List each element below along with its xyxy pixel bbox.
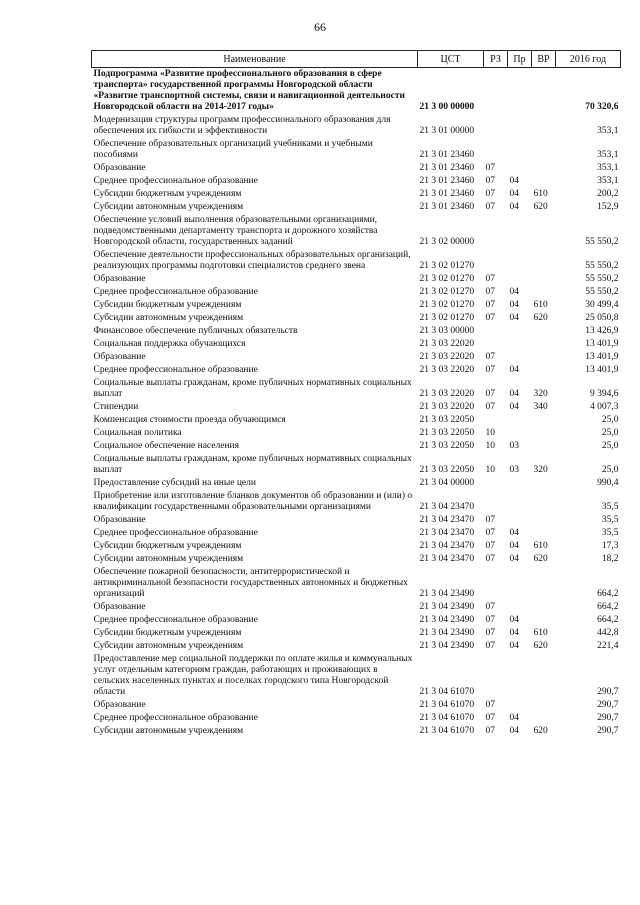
row-rz: 07 bbox=[485, 274, 495, 284]
row-name: Субсидии автономным учреждениям bbox=[93, 726, 244, 736]
row-vr: 620 bbox=[533, 641, 548, 651]
row-pr bbox=[508, 325, 532, 338]
row-cst: 21 3 04 23470 bbox=[419, 515, 475, 525]
row-name: Субсидии автономным учреждениям bbox=[93, 313, 244, 323]
row-cst: 21 3 04 23490 bbox=[419, 589, 475, 599]
row-sum: 25,0 bbox=[601, 441, 619, 451]
row-rz: 07 bbox=[485, 402, 495, 412]
row-cst: 21 3 03 22020 bbox=[419, 365, 475, 375]
header-pr: Пр bbox=[508, 51, 532, 68]
row-cst: 21 3 00 00000 bbox=[419, 102, 475, 112]
row-name: Среднее профессиональное образование bbox=[93, 176, 258, 186]
row-name: Субсидии бюджетным учреждениям bbox=[93, 189, 242, 199]
row-name: Обеспечение пожарной безопасности, антитеррористической и антикриминальной безопасности государственных автономных и бюджетных организаций bbox=[93, 567, 408, 599]
row-name: Образование bbox=[93, 700, 146, 710]
row-pr: 04 bbox=[509, 300, 519, 310]
row-rz bbox=[484, 477, 508, 490]
row-vr: 340 bbox=[533, 402, 548, 412]
row-pr bbox=[508, 338, 532, 351]
row-vr bbox=[532, 514, 556, 527]
table-row bbox=[92, 440, 621, 453]
table-row bbox=[92, 477, 621, 490]
row-vr bbox=[532, 114, 556, 138]
row-sum: 35,5 bbox=[601, 515, 619, 525]
row-sum: 200,2 bbox=[597, 189, 619, 199]
row-name: Образование bbox=[93, 602, 146, 612]
row-rz: 07 bbox=[485, 713, 495, 723]
row-rz bbox=[484, 414, 508, 427]
row-pr bbox=[508, 414, 532, 427]
budget-table bbox=[91, 50, 621, 738]
row-sum: 70 320,6 bbox=[585, 102, 619, 112]
page-number: 66 bbox=[314, 20, 326, 34]
row-cst: 21 3 04 61070 bbox=[419, 687, 475, 697]
row-cst: 21 3 03 22020 bbox=[419, 389, 475, 399]
row-name: Модернизация структуры программ профессионального образования для обеспечения их гибкости и эффективности bbox=[93, 115, 391, 136]
table-row bbox=[92, 601, 621, 614]
row-cst: 21 3 02 01270 bbox=[419, 313, 475, 323]
table-row bbox=[92, 188, 621, 201]
row-sum: 290,7 bbox=[597, 700, 619, 710]
row-name: Обеспечение деятельности профессиональных образовательных организаций, реализующих программы подготовки специалистов среднего звена bbox=[93, 250, 411, 271]
row-name: Предоставление субсидий на иные цели bbox=[93, 478, 256, 488]
row-vr: 620 bbox=[533, 202, 548, 212]
row-pr: 04 bbox=[509, 402, 519, 412]
row-name: Образование bbox=[93, 274, 146, 284]
table-row bbox=[92, 299, 621, 312]
row-pr bbox=[508, 351, 532, 364]
row-rz: 07 bbox=[485, 726, 495, 736]
row-rz bbox=[484, 490, 508, 514]
row-name: Субсидии бюджетным учреждениям bbox=[93, 300, 242, 310]
table-row bbox=[92, 114, 621, 138]
row-sum: 18,2 bbox=[601, 554, 619, 564]
row-cst: 21 3 01 23460 bbox=[419, 189, 475, 199]
row-pr bbox=[508, 273, 532, 286]
row-name: Образование bbox=[93, 515, 146, 525]
row-vr bbox=[532, 527, 556, 540]
row-pr bbox=[508, 566, 532, 601]
table-row bbox=[92, 699, 621, 712]
row-name: Подпрограмма «Развитие профессионального образования в сфере транспорта» государственной программы Новгородской области «Развитие транспортной системы, связи и навигационной деятельности Новгородской области на 2014-2017 годы» bbox=[93, 69, 406, 112]
row-pr bbox=[508, 214, 532, 249]
row-name: Социальная политика bbox=[93, 428, 182, 438]
row-cst: 21 3 04 23470 bbox=[419, 554, 475, 564]
row-name: Социальные выплаты гражданам, кроме публичных нормативных социальных выплат bbox=[93, 454, 412, 475]
row-name: Субсидии бюджетным учреждениям bbox=[93, 541, 242, 551]
row-sum: 35,5 bbox=[601, 528, 619, 538]
row-vr bbox=[532, 712, 556, 725]
row-rz: 07 bbox=[485, 352, 495, 362]
row-name: Субсидии автономным учреждениям bbox=[93, 641, 244, 651]
row-sum: 664,2 bbox=[597, 615, 619, 625]
row-vr bbox=[532, 286, 556, 299]
row-pr: 04 bbox=[509, 615, 519, 625]
row-rz bbox=[484, 114, 508, 138]
header-year: 2016 год bbox=[556, 51, 621, 68]
row-cst: 21 3 04 23470 bbox=[419, 502, 475, 512]
row-sum: 9 394,6 bbox=[590, 389, 619, 399]
row-rz: 07 bbox=[485, 313, 495, 323]
row-vr bbox=[532, 566, 556, 601]
row-rz: 07 bbox=[485, 163, 495, 173]
table-row bbox=[92, 553, 621, 566]
table-row bbox=[92, 162, 621, 175]
row-cst: 21 3 03 22020 bbox=[419, 339, 475, 349]
header-name: Наименование bbox=[92, 51, 418, 68]
row-cst: 21 3 02 01270 bbox=[419, 261, 475, 271]
row-sum: 442,8 bbox=[597, 628, 619, 638]
row-sum: 25,0 bbox=[601, 428, 619, 438]
header-vr: ВР bbox=[532, 51, 556, 68]
table-row bbox=[92, 514, 621, 527]
row-sum: 664,2 bbox=[597, 589, 619, 599]
row-vr bbox=[532, 162, 556, 175]
row-pr: 04 bbox=[509, 528, 519, 538]
row-pr: 04 bbox=[509, 389, 519, 399]
row-pr bbox=[508, 68, 532, 115]
row-cst: 21 3 03 22050 bbox=[419, 465, 475, 475]
table-row bbox=[92, 338, 621, 351]
row-pr: 04 bbox=[509, 202, 519, 212]
row-vr bbox=[532, 364, 556, 377]
row-name: Образование bbox=[93, 352, 146, 362]
row-vr: 320 bbox=[533, 465, 548, 475]
row-sum: 30 499,4 bbox=[585, 300, 619, 310]
row-name: Среднее профессиональное образование bbox=[93, 713, 258, 723]
row-pr bbox=[508, 514, 532, 527]
row-sum: 990,4 bbox=[597, 478, 619, 488]
row-cst: 21 3 03 22020 bbox=[419, 402, 475, 412]
row-rz: 07 bbox=[485, 176, 495, 186]
header-rz: РЗ bbox=[484, 51, 508, 68]
row-vr bbox=[532, 138, 556, 162]
row-name: Субсидии автономным учреждениям bbox=[93, 554, 244, 564]
table-row bbox=[92, 401, 621, 414]
row-rz: 07 bbox=[485, 389, 495, 399]
row-sum: 290,7 bbox=[597, 687, 619, 697]
table-row bbox=[92, 414, 621, 427]
row-cst: 21 3 04 00000 bbox=[419, 478, 475, 488]
table-row bbox=[92, 377, 621, 401]
row-vr: 610 bbox=[533, 628, 548, 638]
table-row bbox=[92, 427, 621, 440]
row-rz: 07 bbox=[485, 287, 495, 297]
row-pr: 04 bbox=[509, 554, 519, 564]
row-name: Обеспечение образовательных организаций учебниками и учебными пособиями bbox=[93, 139, 373, 160]
row-sum: 55 550,2 bbox=[585, 261, 619, 271]
row-sum: 17,3 bbox=[601, 541, 619, 551]
table-row bbox=[92, 614, 621, 627]
row-vr bbox=[532, 214, 556, 249]
table-row bbox=[92, 490, 621, 514]
row-vr bbox=[532, 477, 556, 490]
row-vr: 610 bbox=[533, 189, 548, 199]
row-pr: 04 bbox=[509, 641, 519, 651]
row-pr: 03 bbox=[509, 465, 519, 475]
row-vr: 620 bbox=[533, 313, 548, 323]
row-rz: 07 bbox=[485, 528, 495, 538]
row-name: Субсидии автономным учреждениям bbox=[93, 202, 244, 212]
row-rz bbox=[484, 138, 508, 162]
row-rz bbox=[484, 653, 508, 699]
table-row bbox=[92, 325, 621, 338]
row-sum: 290,7 bbox=[597, 713, 619, 723]
row-rz bbox=[484, 68, 508, 115]
row-vr bbox=[532, 699, 556, 712]
row-pr bbox=[508, 162, 532, 175]
row-rz: 07 bbox=[485, 641, 495, 651]
row-vr bbox=[532, 338, 556, 351]
row-vr bbox=[532, 490, 556, 514]
row-vr: 620 bbox=[533, 554, 548, 564]
row-cst: 21 3 04 23490 bbox=[419, 628, 475, 638]
table-row bbox=[92, 214, 621, 249]
row-sum: 353,1 bbox=[597, 150, 619, 160]
row-name: Среднее профессиональное образование bbox=[93, 615, 258, 625]
row-cst: 21 3 04 23470 bbox=[419, 541, 475, 551]
row-vr bbox=[532, 175, 556, 188]
row-pr: 03 bbox=[509, 441, 519, 451]
row-vr bbox=[532, 614, 556, 627]
row-sum: 25,0 bbox=[601, 465, 619, 475]
row-sum: 13 426,9 bbox=[585, 326, 619, 336]
row-rz bbox=[484, 338, 508, 351]
row-sum: 353,1 bbox=[597, 163, 619, 173]
row-sum: 25 050,8 bbox=[585, 313, 619, 323]
table-row bbox=[92, 175, 621, 188]
table-row bbox=[92, 653, 621, 699]
row-pr: 04 bbox=[509, 726, 519, 736]
row-pr bbox=[508, 249, 532, 273]
row-sum: 55 550,2 bbox=[585, 287, 619, 297]
row-sum: 353,1 bbox=[597, 176, 619, 186]
table-row bbox=[92, 627, 621, 640]
row-vr: 610 bbox=[533, 541, 548, 551]
row-cst: 21 3 01 00000 bbox=[419, 126, 475, 136]
row-rz bbox=[484, 566, 508, 601]
table-row bbox=[92, 527, 621, 540]
row-rz bbox=[484, 214, 508, 249]
row-sum: 25,0 bbox=[601, 415, 619, 425]
row-vr: 610 bbox=[533, 300, 548, 310]
table-row bbox=[92, 725, 621, 738]
table-body bbox=[92, 68, 621, 739]
row-rz: 07 bbox=[485, 615, 495, 625]
row-sum: 13 401,9 bbox=[585, 339, 619, 349]
row-pr: 04 bbox=[509, 541, 519, 551]
row-pr bbox=[508, 699, 532, 712]
row-cst: 21 3 03 22050 bbox=[419, 441, 475, 451]
table-row bbox=[92, 453, 621, 477]
row-rz: 07 bbox=[485, 189, 495, 199]
row-pr: 04 bbox=[509, 176, 519, 186]
row-name: Обеспечение условий выполнения образовательными организациями, подведомственными департаменту транспорта и дорожного хозяйства Новгородской области, государственных заданий bbox=[93, 215, 378, 247]
row-vr bbox=[532, 440, 556, 453]
table-header-row bbox=[92, 51, 621, 68]
row-rz: 10 bbox=[485, 441, 495, 451]
row-sum: 55 550,2 bbox=[585, 274, 619, 284]
row-pr: 04 bbox=[509, 365, 519, 375]
row-sum: 13 401,9 bbox=[585, 352, 619, 362]
row-pr bbox=[508, 114, 532, 138]
row-sum: 664,2 bbox=[597, 602, 619, 612]
row-pr: 04 bbox=[509, 189, 519, 199]
row-pr bbox=[508, 653, 532, 699]
row-rz: 10 bbox=[485, 465, 495, 475]
table-row bbox=[92, 286, 621, 299]
row-rz: 07 bbox=[485, 628, 495, 638]
table-row bbox=[92, 566, 621, 601]
row-vr: 620 bbox=[533, 726, 548, 736]
row-sum: 35,5 bbox=[601, 502, 619, 512]
table-row bbox=[92, 249, 621, 273]
header-cst: ЦСТ bbox=[418, 51, 484, 68]
table-row bbox=[92, 201, 621, 214]
row-sum: 55 550,2 bbox=[585, 237, 619, 247]
row-sum: 152,9 bbox=[597, 202, 619, 212]
table-row bbox=[92, 138, 621, 162]
row-sum: 4 007,3 bbox=[590, 402, 619, 412]
row-rz: 07 bbox=[485, 365, 495, 375]
row-vr: 320 bbox=[533, 389, 548, 399]
row-cst: 21 3 04 61070 bbox=[419, 700, 475, 710]
row-name: Среднее профессиональное образование bbox=[93, 365, 258, 375]
row-vr bbox=[532, 427, 556, 440]
row-cst: 21 3 03 00000 bbox=[419, 326, 475, 336]
table-row bbox=[92, 364, 621, 377]
row-name: Социальное обеспечение населения bbox=[93, 441, 239, 451]
row-name: Социальные выплаты гражданам, кроме публичных нормативных социальных выплат bbox=[93, 378, 412, 399]
row-cst: 21 3 03 22050 bbox=[419, 415, 475, 425]
row-cst: 21 3 03 22050 bbox=[419, 428, 475, 438]
row-rz: 10 bbox=[485, 428, 495, 438]
row-cst: 21 3 01 23460 bbox=[419, 163, 475, 173]
row-vr bbox=[532, 653, 556, 699]
row-cst: 21 3 02 01270 bbox=[419, 287, 475, 297]
row-pr: 04 bbox=[509, 313, 519, 323]
row-name: Среднее профессиональное образование bbox=[93, 287, 258, 297]
table-row bbox=[92, 712, 621, 725]
row-name: Образование bbox=[93, 163, 146, 173]
row-cst: 21 3 04 23470 bbox=[419, 528, 475, 538]
row-cst: 21 3 01 23460 bbox=[419, 150, 475, 160]
table-row bbox=[92, 640, 621, 653]
row-cst: 21 3 04 61070 bbox=[419, 713, 475, 723]
row-pr: 04 bbox=[509, 628, 519, 638]
row-pr: 04 bbox=[509, 287, 519, 297]
row-cst: 21 3 02 01270 bbox=[419, 274, 475, 284]
row-vr bbox=[532, 249, 556, 273]
row-name: Стипендии bbox=[93, 402, 139, 412]
row-vr bbox=[532, 273, 556, 286]
row-rz: 07 bbox=[485, 202, 495, 212]
row-rz: 07 bbox=[485, 300, 495, 310]
row-sum: 13 401,9 bbox=[585, 365, 619, 375]
table-row bbox=[92, 540, 621, 553]
row-rz: 07 bbox=[485, 700, 495, 710]
row-cst: 21 3 01 23460 bbox=[419, 176, 475, 186]
row-name: Приобретение или изготовление бланков документов об образовании и (или) о квалификации государственными образовательными организациями bbox=[93, 491, 413, 512]
row-pr bbox=[508, 601, 532, 614]
row-cst: 21 3 01 23460 bbox=[419, 202, 475, 212]
row-sum: 221,4 bbox=[597, 641, 619, 651]
row-cst: 21 3 04 23490 bbox=[419, 615, 475, 625]
row-name: Социальная поддержка обучающихся bbox=[93, 339, 246, 349]
row-rz: 07 bbox=[485, 554, 495, 564]
row-name: Предоставление мер социальной поддержки по оплате жилья и коммунальных услуг отдельным категориям граждан, работающих и проживающих в сельских населенных пунктах и поселках городского типа Новгородской области bbox=[93, 654, 413, 697]
row-vr bbox=[532, 325, 556, 338]
row-vr bbox=[532, 351, 556, 364]
row-cst: 21 3 03 22020 bbox=[419, 352, 475, 362]
table-row bbox=[92, 351, 621, 364]
row-rz bbox=[484, 325, 508, 338]
row-cst: 21 3 04 23490 bbox=[419, 602, 475, 612]
row-pr bbox=[508, 490, 532, 514]
row-cst: 21 3 04 61070 bbox=[419, 726, 475, 736]
table-row bbox=[92, 273, 621, 286]
row-name: Субсидии бюджетным учреждениям bbox=[93, 628, 242, 638]
row-cst: 21 3 04 23490 bbox=[419, 641, 475, 651]
row-rz bbox=[484, 249, 508, 273]
row-cst: 21 3 02 00000 bbox=[419, 237, 475, 247]
row-name: Компенсация стоимости проезда обучающимся bbox=[93, 415, 286, 425]
table-row bbox=[92, 68, 621, 115]
row-pr bbox=[508, 427, 532, 440]
row-rz: 07 bbox=[485, 602, 495, 612]
row-rz: 07 bbox=[485, 541, 495, 551]
table-row bbox=[92, 312, 621, 325]
row-vr bbox=[532, 601, 556, 614]
row-sum: 353,1 bbox=[597, 126, 619, 136]
row-vr bbox=[532, 414, 556, 427]
row-pr bbox=[508, 477, 532, 490]
row-rz: 07 bbox=[485, 515, 495, 525]
row-name: Финансовое обеспечение публичных обязательств bbox=[93, 326, 298, 336]
row-cst: 21 3 02 01270 bbox=[419, 300, 475, 310]
row-pr bbox=[508, 138, 532, 162]
row-vr bbox=[532, 68, 556, 115]
row-sum: 290,7 bbox=[597, 726, 619, 736]
row-pr: 04 bbox=[509, 713, 519, 723]
row-name: Среднее профессиональное образование bbox=[93, 528, 258, 538]
